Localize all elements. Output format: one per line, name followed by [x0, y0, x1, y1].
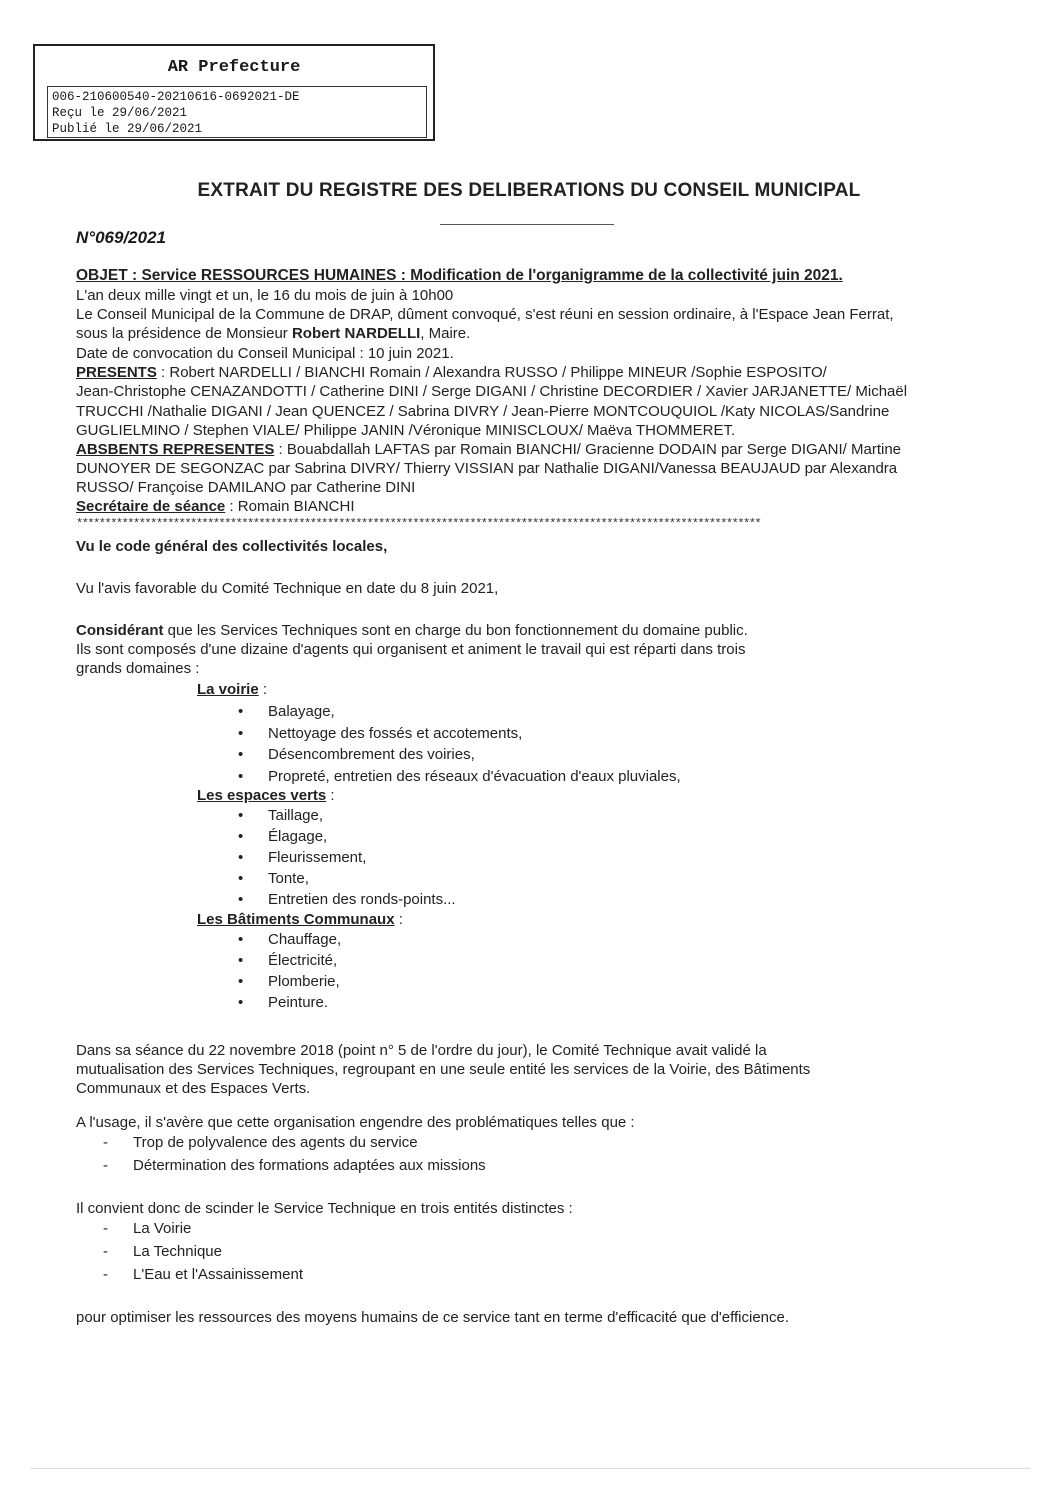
voirie-heading [197, 681, 267, 698]
presents-label: PRESENTS [76, 364, 157, 381]
presidence-text: sous la présidence de Monsieur [76, 325, 292, 342]
espaces-verts-label: Les espaces verts [197, 787, 327, 804]
maire-suffix: , Maire. [420, 325, 471, 342]
considerant-text-1: que les Services Techniques sont en charge du bon fonctionnement du domaine public. [163, 622, 748, 639]
conclusion-line: pour optimiser les ressources des moyens humains de ce service tant en terme d'efficacité que d'efficience. [76, 1309, 790, 1326]
document-title: EXTRAIT DU REGISTRE DES DELIBERATIONS DU CONSEIL MUNICIPAL [197, 180, 861, 201]
title-divider [440, 224, 614, 225]
secretaire-label: Secrétaire de séance [76, 498, 226, 515]
secretaire-value: : Romain BIANCHI [225, 498, 355, 515]
intro-presidence-line [76, 325, 470, 342]
list-item: • Taillage, [268, 807, 323, 824]
batiments-heading [197, 911, 403, 928]
voirie-suffix: : [258, 681, 268, 698]
stamp-ref: 006-210600540-20210616-0692021-DE [52, 90, 300, 104]
prefecture-stamp [33, 44, 435, 141]
list-item: • Élagage, [268, 828, 327, 845]
list-item: - La Technique [133, 1243, 222, 1260]
list-item: • Nettoyage des fossés et accotements, [268, 725, 522, 742]
list-item: - Trop de polyvalence des agents du service [133, 1134, 418, 1151]
espaces-verts-suffix: : [326, 787, 335, 804]
batiments-label: Les Bâtiments Communaux [197, 911, 395, 928]
list-item: • Tonte, [268, 870, 309, 887]
voirie-label: La voirie [197, 681, 259, 698]
page-edge-line [30, 1468, 1030, 1469]
list-item: - Détermination des formations adaptées aux missions [133, 1157, 486, 1174]
list-item: • Plomberie, [268, 973, 340, 990]
presents-line-4: GUGLIELMINO / Stephen VIALE/ Philippe JANIN /Véronique MINISCLOUX/ Maëva THOMMERET. [76, 422, 736, 439]
intro-date-line: L'an deux mille vingt et un, le 16 du mois de juin à 10h00 [76, 287, 454, 304]
objet-line: OBJET : Service RESSOURCES HUMAINES : Modification de l'organigramme de la collectivité juin 2021. [76, 267, 843, 284]
list-item: • Propreté, entretien des réseaux d'évacuation d'eaux pluviales, [268, 768, 681, 785]
stamp-title: AR Prefecture [167, 58, 301, 77]
absents-label: ABSBENTS REPRESENTES [76, 441, 275, 458]
list-item: • Peinture. [268, 994, 328, 1011]
considerant-line-1 [76, 622, 748, 639]
considerant-line-3: grands domaines : [76, 660, 200, 677]
deliberation-number: N°069/2021 [76, 228, 166, 247]
considerant-line-2: Ils sont composés d'une dizaine d'agents qui organisent et animent le travail qui est réparti dans trois [76, 641, 746, 658]
batiments-suffix: : [394, 911, 403, 928]
vu-avis-line: Vu l'avis favorable du Comité Technique en date du 8 juin 2021, [76, 580, 499, 597]
list-item: - La Voirie [133, 1220, 191, 1237]
espaces-verts-heading [197, 787, 335, 804]
list-item: • Chauffage, [268, 931, 341, 948]
stamp-published: Publié le 29/06/2021 [52, 122, 203, 136]
list-item: • Électricité, [268, 952, 337, 969]
convocation-date-line: Date de convocation du Conseil Municipal : 10 juin 2021. [76, 345, 454, 362]
list-item: • Fleurissement, [268, 849, 366, 866]
presents-line-1 [76, 364, 827, 381]
secretaire-line [76, 498, 354, 515]
absents-text-1: : Bouabdallah LAFTAS par Romain BIANCHI/ Gracienne DODAIN par Serge DIGANI/ Martine [274, 441, 902, 458]
stamp-details [47, 86, 427, 138]
presents-text-1: : Robert NARDELLI / BIANCHI Romain / Alexandra RUSSO / Philippe MINEUR /Sophie ESPOSITO/ [156, 364, 827, 381]
absents-line-3: RUSSO/ Françoise DAMILANO par Catherine DINI [76, 479, 416, 496]
presents-line-3: TRUCCHI /Nathalie DIGANI / Jean QUENCEZ / Sabrina DIVRY / Jean-Pierre MONTCOUQUIOL /Katy NICOLAS/Sandrine [76, 403, 890, 420]
absents-line-2: DUNOYER DE SEGONZAC par Sabrina DIVRY/ Thierry VISSIAN par Nathalie DIGANI/Vanessa BEAUJAUD par Alexandra [76, 460, 898, 477]
list-item: • Désencombrement des voiries, [268, 746, 475, 763]
seance-line-1: Dans sa séance du 22 novembre 2018 (point n° 5 de l'ordre du jour), le Comité Technique avait validé la [76, 1042, 767, 1059]
presents-line-2: Jean-Christophe CENAZANDOTTI / Catherine DINI / Serge DIGANI / Christine DECORDIER / Xavier JARJANETTE/ Michaël [76, 383, 908, 400]
maire-name: Robert NARDELLI [291, 325, 421, 342]
vu-code-text: Vu le code général des collectivités locales, [76, 538, 388, 555]
absents-line-1 [76, 441, 901, 458]
usage-line: A l'usage, il s'avère que cette organisation engendre des problématiques telles que : [76, 1114, 635, 1131]
considerant-label: Considérant [76, 622, 164, 639]
list-item: - L'Eau et l'Assainissement [133, 1266, 303, 1283]
list-item: • Entretien des ronds-points... [268, 891, 456, 908]
convient-line: Il convient donc de scinder le Service Technique en trois entités distinctes : [76, 1200, 573, 1217]
vu-code-line [76, 538, 387, 555]
separator-stars: ************************************************************************************************************************ [76, 517, 761, 531]
seance-line-3: Communaux et des Espaces Verts. [76, 1080, 311, 1097]
list-item: • Balayage, [268, 703, 335, 720]
seance-line-2: mutualisation des Services Techniques, regroupant en une seule entité les services de la Voirie, des Bâtiments [76, 1061, 811, 1078]
stamp-received: Reçu le 29/06/2021 [52, 106, 188, 120]
intro-convocation-line: Le Conseil Municipal de la Commune de DRAP, dûment convoqué, s'est réuni en session ordinaire, à l'Espace Jean Ferrat, [76, 306, 894, 323]
